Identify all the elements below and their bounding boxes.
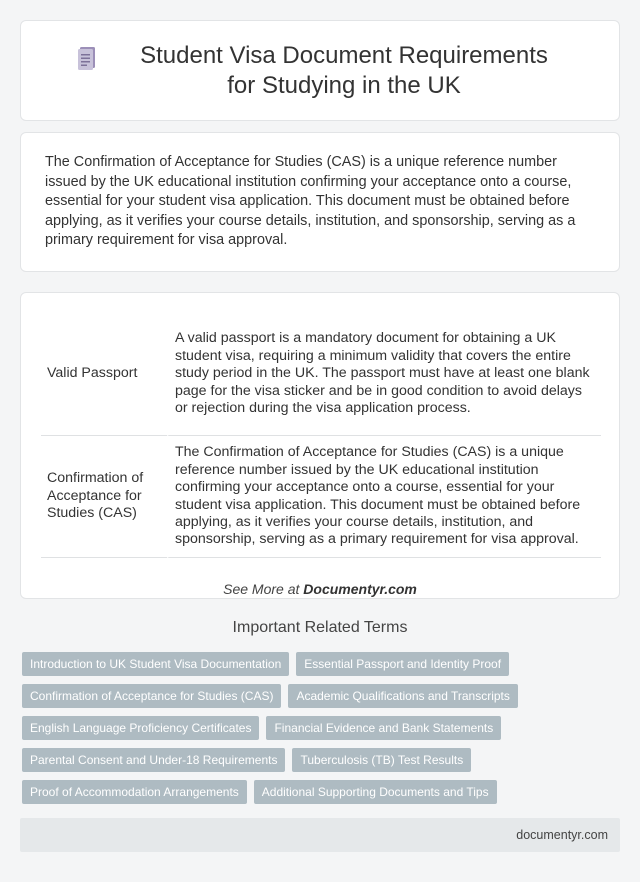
related-term-tag[interactable]: Tuberculosis (TB) Test Results (292, 748, 471, 772)
related-term-tag[interactable]: Confirmation of Acceptance for Studies (CAS) (22, 684, 281, 708)
intro-text: The Confirmation of Acceptance for Studies (CAS) is a unique reference number issued by the UK educational institution confirming your acceptance onto a course, essential for your student visa application. This document must be obtained before applying, as it verifies your course details, institution, and sponsorship, serving as a primary requirement for visa approval. (45, 154, 576, 248)
table-row (41, 436, 601, 558)
related-terms-tags (22, 652, 622, 812)
tag-row (22, 684, 622, 708)
intro-card (20, 132, 620, 272)
related-term-tag[interactable]: Academic Qualifications and Transcripts (288, 684, 517, 708)
table-row (41, 313, 601, 436)
footer (20, 818, 620, 852)
header-card (20, 20, 620, 121)
requirements-card (20, 292, 620, 599)
requirement-name: Confirmation of Acceptance for Studies (CAS) (41, 436, 167, 558)
see-more-site[interactable]: Documentyr.com (303, 581, 417, 597)
document-icon (76, 45, 98, 71)
related-term-tag[interactable]: Essential Passport and Identity Proof (296, 652, 509, 676)
tag-row (22, 652, 622, 676)
related-term-tag[interactable]: Financial Evidence and Bank Statements (266, 716, 501, 740)
related-term-tag[interactable]: Proof of Accommodation Arrangements (22, 780, 247, 804)
page-title: Student Visa Document Requirements for Studying in the UK (140, 41, 548, 99)
related-term-tag[interactable]: English Language Proficiency Certificates (22, 716, 259, 740)
related-term-tag[interactable]: Parental Consent and Under-18 Requirements (22, 748, 285, 772)
requirements-table (41, 313, 601, 558)
requirement-description: The Confirmation of Acceptance for Studies (CAS) is a unique reference number issued by the UK educational institution confirming your acceptance onto a course, essential for your student visa application. This document must be obtained before applying, as it verifies your course details, institution, and sponsorship, serving as a primary requirement for visa approval. (167, 436, 601, 558)
tag-row (22, 780, 622, 804)
see-more-link[interactable] (41, 581, 599, 597)
requirement-description: A valid passport is a mandatory document for obtaining a UK student visa, requiring a minimum validity that covers the entire study period in the UK. The passport must have at least one blank page for the visa sticker and be in good condition to avoid delays or rejection during the visa application process. (167, 313, 601, 436)
see-more-prefix: See More at (223, 581, 304, 597)
tag-row (22, 748, 622, 772)
related-terms-title: Important Related Terms (232, 619, 408, 636)
related-term-tag[interactable]: Additional Supporting Documents and Tips (254, 780, 497, 804)
related-term-tag[interactable]: Introduction to UK Student Visa Documentation (22, 652, 289, 676)
requirement-name: Valid Passport (41, 313, 167, 436)
footer-site-link[interactable]: documentyr.com (516, 828, 608, 842)
tag-row (22, 716, 622, 740)
